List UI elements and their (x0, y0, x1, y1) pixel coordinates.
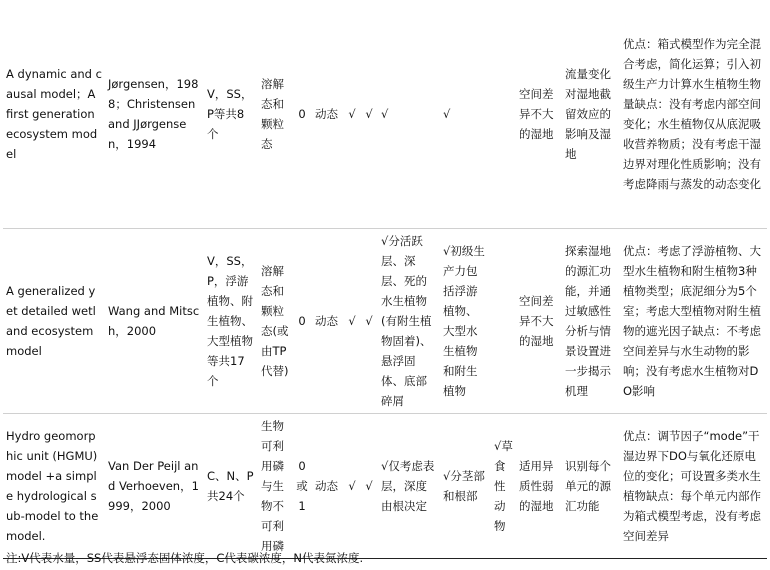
check-cell: √ (360, 413, 378, 558)
plant-cell: √ (443, 106, 451, 121)
variables-cell: V，SS，P等共8个 (207, 86, 253, 141)
notes-cell: 优点：调节因子“mode”干湿边界下DO与氧化还原电位的变化；可设置多类水生植物缺点：每个单元内部作为箱式模型考虑，没有考虑空间差异 (620, 413, 767, 558)
authors-cell: Van Der Peijl and Verhoeven，1999，2000 (105, 413, 204, 558)
check-cell: √ (348, 106, 356, 121)
table-row (3, 228, 767, 413)
dynamic-cell: 动态 (315, 106, 338, 121)
scale-cell: 空间差异不大的湿地 (516, 228, 562, 413)
sediment-cell: √ (381, 106, 389, 121)
table-footnote: 注:V代表水量，SS代表悬浮态固体浓度，C代表碳浓度，N代表氮浓度. (6, 551, 364, 565)
dynamic-cell: 动态 (312, 413, 344, 558)
animal-cell: √草食性动物 (491, 413, 516, 558)
sediment-cell: √仅考虑表层，深度由根决定 (378, 413, 440, 558)
variables-cell: V，SS，P，浮游植物、附生植物、大型植物等共17个 (204, 228, 258, 413)
scale-cell: 适用异质性弱的湿地 (516, 413, 562, 558)
check-cell: √ (360, 228, 378, 413)
model-name-cell: Hydro geomorphic unit (HGMU)model +a simple hydrological sub-model to the model. (3, 413, 105, 558)
purpose-cell: 流量变化对湿地截留效应的影响及湿地 (565, 66, 611, 161)
model-name-cell: A generalized yet detailed wetl and ecosystem model (3, 228, 105, 413)
forms-cell: 溶解态和颗粒态 (261, 76, 284, 151)
notes-cell: 优点：箱式模型作为完全混合考虑，简化运算；引入初级生产力计算水生植物生物量缺点：没有考虑内部空间变化；水生植物仅从底泥吸收营养物质；没有考虑干湿边界对理化性质影响；没有考虑降雨与蒸发的动态变化 (623, 36, 761, 191)
table-row (3, 0, 767, 228)
scale-cell: 空间差异不大的湿地 (519, 86, 554, 141)
dimension-cell: 0或1 (292, 413, 312, 558)
model-comparison-table (3, 0, 767, 559)
notes-cell: 优点：考虑了浮游植物、大型水生植物和附生植物3种植物类型；底泥细分为5个室；考虑大型植物对附生植物的遮光因子缺点：不考虑空间差异与水生动物的影响；没有考虑水生植物对DO影响 (620, 228, 767, 413)
dynamic-cell: 动态 (312, 228, 344, 413)
dimension-cell: 0 (292, 228, 312, 413)
table-row (3, 413, 767, 558)
authors-cell: Jørgensen，1988；Christensen and JJørgensen，1994 (108, 76, 199, 151)
animal-cell (491, 0, 516, 228)
check-cell: √ (365, 106, 373, 121)
animal-cell (491, 228, 516, 413)
sediment-cell: √分活跃层、深层、死的水生植物(有附生植物固着)、悬浮固体、底部碎屑 (378, 228, 440, 413)
check-cell: √ (344, 413, 360, 558)
purpose-cell: 识别每个单元的源汇功能 (562, 413, 620, 558)
dimension-cell: 0 (298, 106, 306, 121)
forms-cell: 生物可利用磷与生物不可利用磷 (258, 413, 292, 558)
forms-cell: 溶解态和颗粒态(或由TP代替) (258, 228, 292, 413)
plant-cell: √分茎部和根部 (440, 413, 491, 558)
plant-cell: √初级生产力包括浮游植物、大型水生植物和附生植物 (440, 228, 491, 413)
check-cell: √ (344, 228, 360, 413)
authors-cell: Wang and Mitsch，2000 (105, 228, 204, 413)
variables-cell: C、N、P共24个 (204, 413, 258, 558)
model-name-cell: A dynamic and causal model；A first generation ecosystem model (6, 66, 102, 161)
purpose-cell: 探索湿地的源汇功能，并通过敏感性分析与情景设置进一步揭示机理 (562, 228, 620, 413)
